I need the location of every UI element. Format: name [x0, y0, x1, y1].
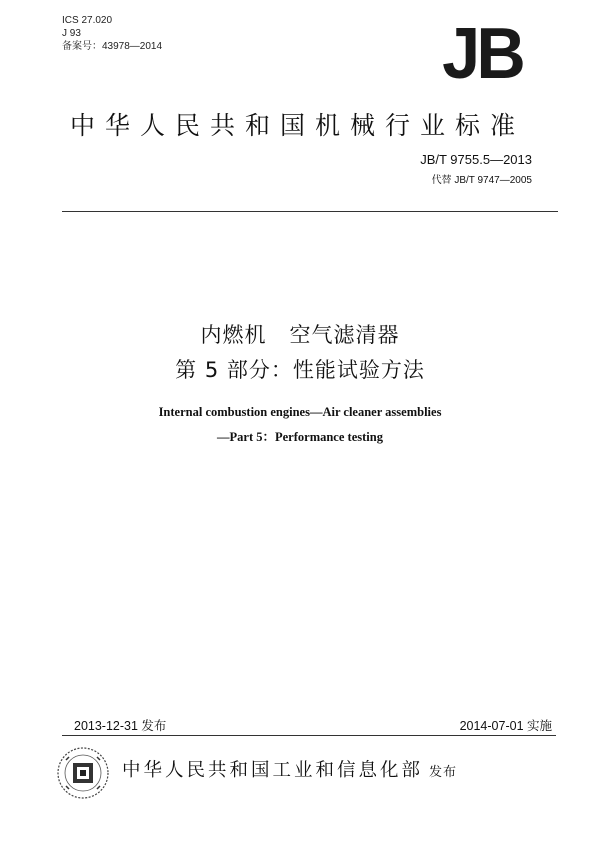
filing-number: 备案号：43978—2014: [62, 41, 163, 52]
issuer-name: 中华人民共和国工业和信息化部: [122, 760, 424, 781]
ministry-seal-icon: [56, 746, 110, 800]
standard-number: JB/T 9755.5—2013: [420, 152, 532, 167]
issuer-suffix: 发布: [429, 765, 458, 780]
issuer-line: [122, 756, 457, 782]
implementation-date: 2014-07-01 实施: [459, 719, 552, 733]
title-en-line1: Internal combustion engines—Air cleaner assemblies: [158, 405, 442, 419]
replaces-note: 代替 JB/T 9747—2005: [431, 175, 532, 186]
issue-date: 2013-12-31 发布: [74, 719, 167, 733]
title-zh-line1: 内燃机 空气滤清器: [200, 323, 400, 347]
class-code: J 93: [62, 28, 81, 39]
header-divider: [62, 211, 558, 212]
footer-divider: [62, 735, 556, 736]
ics-code: ICS 27.020: [62, 15, 113, 26]
title-en-line2: —Part 5：Performance testing: [217, 430, 383, 444]
org-title: 中华人民共和国机械行业标准: [70, 111, 526, 140]
jb-logo: JB: [442, 14, 522, 94]
title-zh-line2: 第 5 部分：性能试验方法: [175, 358, 425, 382]
